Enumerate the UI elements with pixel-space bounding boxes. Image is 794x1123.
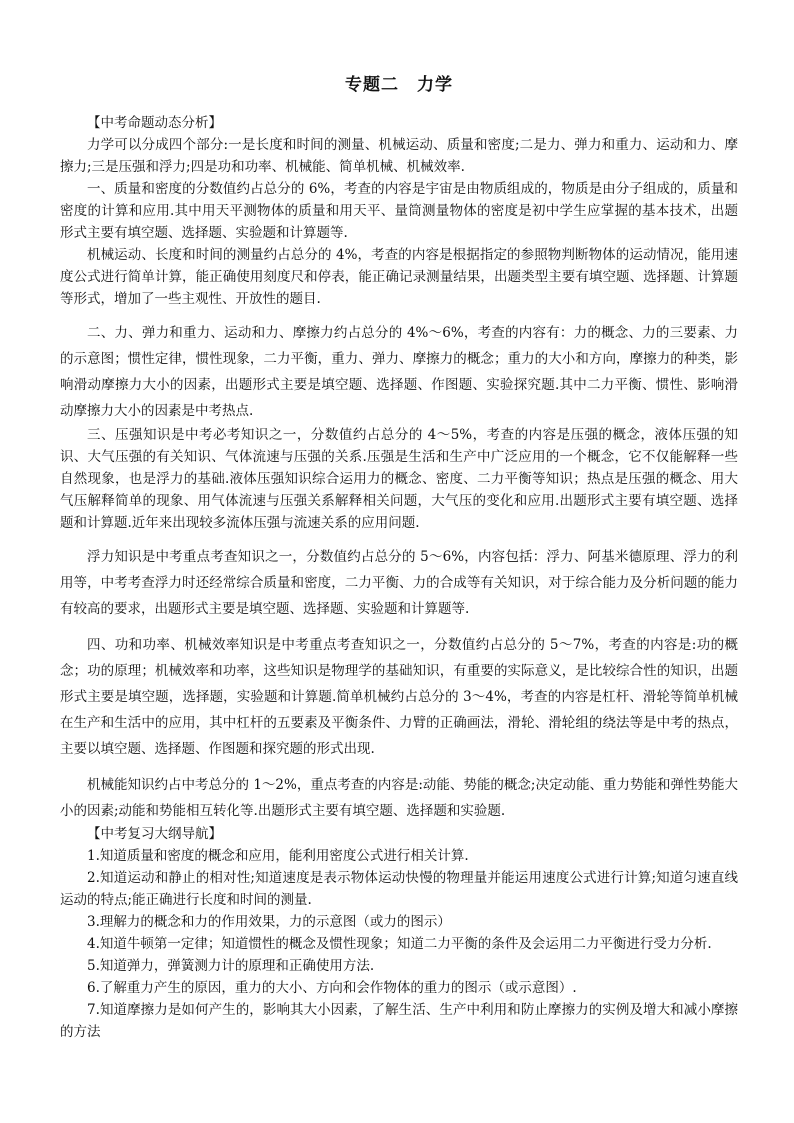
- analysis-paragraph: 浮力知识是中考重点考查知识之一，分数值约占总分的 5～6%，内容包括：浮力、阿基米德原理、浮力的利用等，中考考查浮力时还经常综合质量和密度，二力平衡、力的合成等有关知识，对于综合能力及分析问题的能力有较高的要求，出题形式主要是填空题、选择题、实验题和计算题等.: [60, 549, 738, 617]
- list-item: 4.知道牛顿第一定律；知道惯性的概念及惯性现象；知道二力平衡的条件及会运用二力平衡进行受力分析.: [87, 936, 712, 952]
- analysis-paragraph: 四、功和功率、机械效率知识是中考重点考查知识之一，分数值约占总分的 5～7%，考查的内容是:功的概念；功的原理；机械效率和功率，这些知识是物理学的基础知识，有重要的实际意义，是比较综合性的知识，出题形式主要是填空题，选择题，实验题和计算题.简单机械约占总分的 3～4%，考查的内容是杠杆、滑轮等简单机械在生产和生活中的应用，其中杠杆的五要素及平衡条件、力臂的正确画法，滑轮、滑轮组的绕法等是中考的热点，主要以填空题、选择题、作图题和探究题的形式出现.: [60, 637, 738, 757]
- list-item: 5.知道弹力，弹簧测力计的原理和正确使用方法.: [87, 958, 375, 974]
- analysis-paragraph: 三、压强知识是中考必考知识之一，分数值约占总分的 4～5%，考查的内容是压强的概念，液体压强的知识、大气压强的有关知识、气体流速与压强的关系.压强是生活和生产中广泛应用的一个概念，它不仅能解释一些自然现象，也是浮力的基础.液体压强知识综合运用力的概念、密度、二力平衡等知识；热点是压强的概念、用大气压解释简单的现象、用气体流速与压强关系解释相关问题，大气压的变化和应用.出题形式主要有填空题、选择题和计算题.近年来出现较多流体压强与流速关系的应用问题.: [60, 427, 738, 531]
- analysis-paragraph: 机械能知识约占中考总分的 1～2%，重点考查的内容是:动能、势能的概念;决定动能、重力势能和弹性势能大小的因素;动能和势能相互转化等.出题形式主要有填空题、选择题和实验题.: [60, 777, 738, 819]
- list-item: 3.理解力的概念和力的作用效果，力的示意图（或力的图示）: [87, 914, 451, 930]
- outline-list: [60, 845, 738, 1043]
- list-item: 6.了解重力产生的原因，重力的大小、方向和会作物体的重力的图示（或示意图）.: [87, 980, 577, 996]
- analysis-paragraph: 一、质量和密度的分数值约占总分的 6%，考查的内容是宇宙是由物质组成的，物质是由分子组成的，质量和密度的计算和应用.其中用天平测物体的质量和用天平、量筒测量物体的密度是初中学生应掌握的基本技术，出题形式主要有填空题、选择题、实验题和计算题等.: [60, 181, 738, 241]
- analysis-heading: 【中考命题动态分析】: [87, 115, 222, 131]
- outline-section: [60, 824, 738, 1043]
- list-item: 1.知道质量和密度的概念和应用，能利用密度公式进行相关计算.: [87, 848, 469, 864]
- analysis-section: [60, 113, 738, 824]
- analysis-paragraph: 二、力、弹力和重力、运动和力、摩擦力约占总分的 4%～6%，考查的内容有：力的概念、力的三要素、力的示意图；惯性定律，惯性现象，二力平衡，重力、弹力、摩擦力的概念；重力的大小和方向，摩擦力的种类，影响滑动摩擦力大小的因素，出题形式主要是填空题、选择题、作图题、实验探究题.其中二力平衡、惯性、影响滑动摩擦力大小的因素是中考热点.: [60, 325, 738, 419]
- outline-heading: 【中考复习大纲导航】: [87, 826, 222, 842]
- page-title: 专题二 力学: [345, 75, 453, 95]
- analysis-paragraph: 力学可以分成四个部分:一是长度和时间的测量、机械运动、质量和密度;二是力、弹力和重力、运动和力、摩擦力;三是压强和浮力;四是功和功率、机械能、简单机械、机械效率.: [60, 137, 738, 175]
- analysis-paragraph: 机械运动、长度和时间的测量约占总分的 4%，考查的内容是根据指定的参照物判断物体的运动情况，能用速度公式进行简单计算，能正确使用刻度尺和停表，能正确记录测量结果，出题类型主要有填空题、选择题、计算题等形式，增加了一些主观性、开放性的题目.: [60, 247, 738, 307]
- list-item: 2.知道运动和静止的相对性;知道速度是表示物体运动快慢的物理量并能运用速度公式进行计算;知道匀速直线运动的特点;能正确进行长度和时间的测量.: [60, 870, 738, 908]
- list-item: 7.知道摩擦力是如何产生的，影响其大小因素，了解生活、生产中利用和防止摩擦力的实例及增大和减小摩擦的方法: [60, 1002, 738, 1040]
